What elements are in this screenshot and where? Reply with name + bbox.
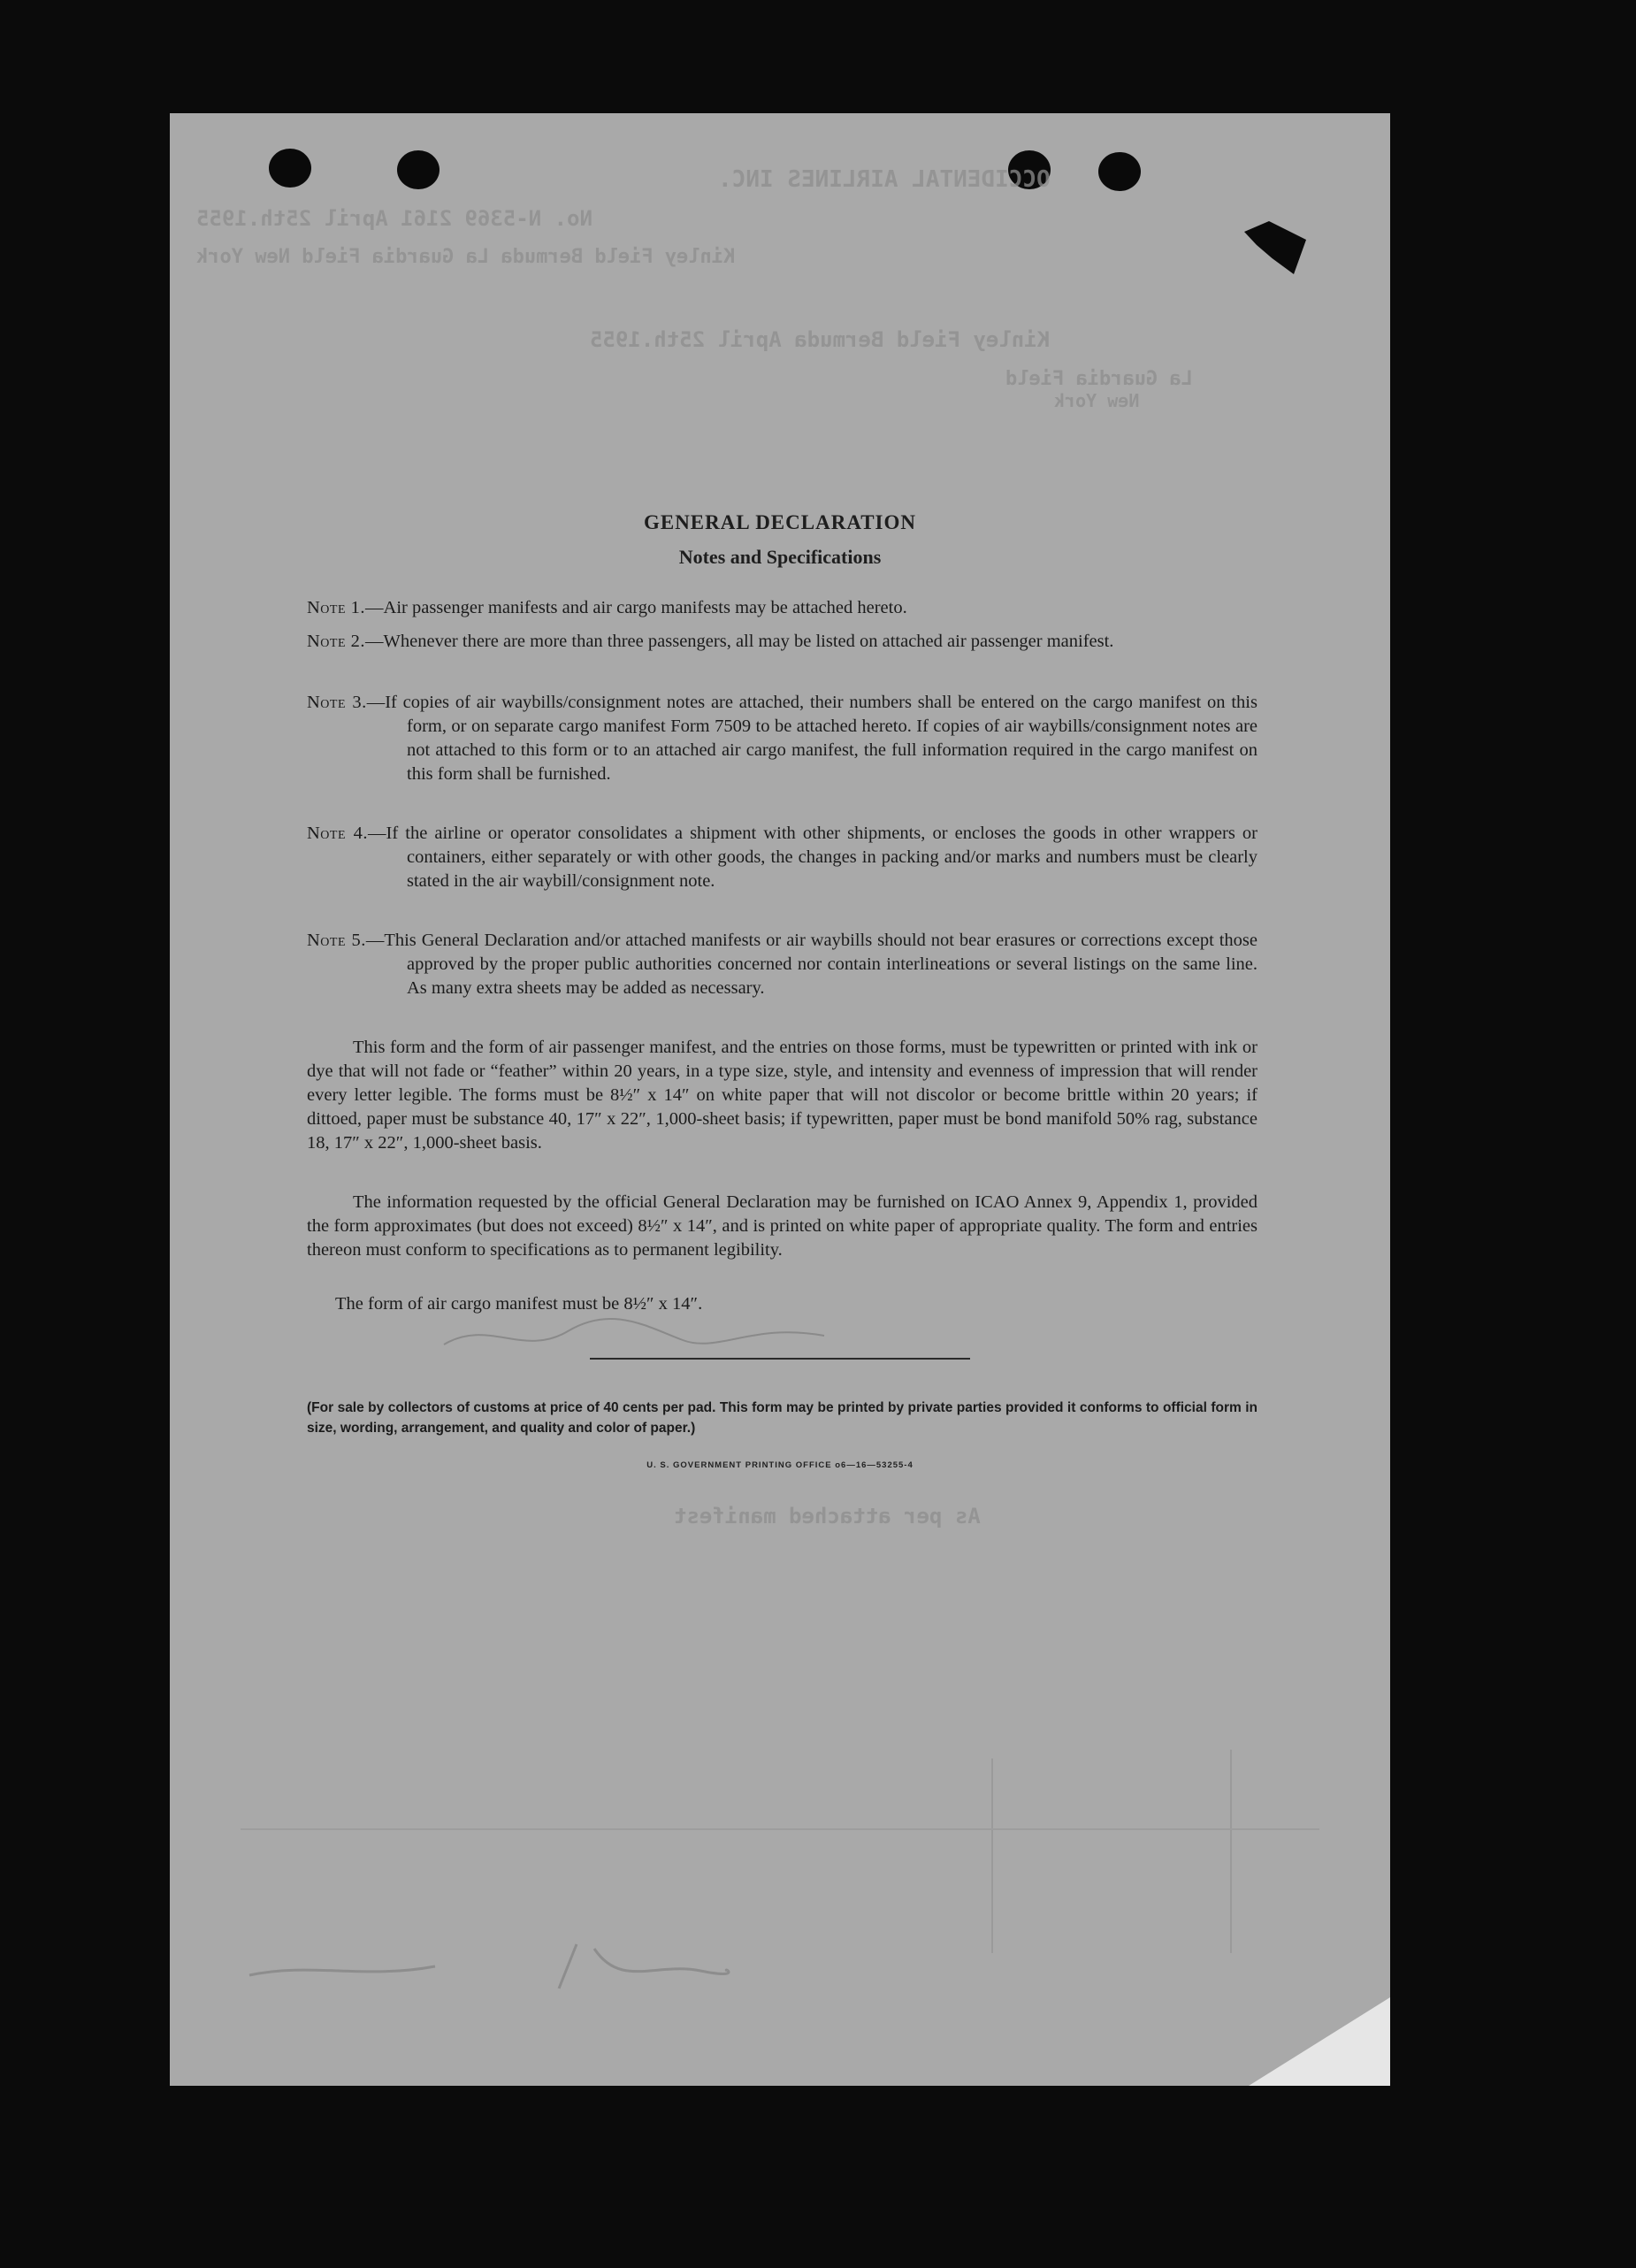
bleed-signature-upper [435, 1309, 842, 1362]
bleed-flight-line: No. N-5369 2161 April 25th.1955 [196, 206, 592, 231]
paragraph-cargo-manifest: The form of air cargo manifest must be 8½″ x 14″. [335, 1294, 703, 1314]
note-2: Note 2.—Whenever there are more than three passengers, all may be listed on attached air passenger manifest. [307, 632, 1114, 651]
paragraph-form-requirements: This form and the form of air passenger manifest, and the entries on those forms, must be typewritten or printed with ink or dye that will not fade or “feather” within 20 years, in a type size, style, and intensity and evenness of impression that will render every letter legible. The forms must be 8½″ x 14″ on white paper that will not discolor or become brittle within 20 years; if dittoed, paper must be substance 40, 17″ x 22″, 1,000-sheet basis; if typewritten, paper must be bond manifold 50% rag, substance 18, 17″ x 22″, 1,000-sheet basis. [307, 1038, 1258, 1153]
bleed-route-line: Kinley Field Bermuda La Guardia Field New York [196, 246, 736, 268]
note-1: Note 1.—Air passenger manifests and air cargo manifests may be attached hereto. [307, 598, 907, 617]
sale-notice: (For sale by collectors of customs at price of 40 cents per pad. This form may be printed by private parties provided it conforms to official form in size, wording, arrangement, and quality and color of paper.) [307, 1400, 1258, 1436]
note-5: Note 5.—This General Declaration and/or attached manifests or air waybills should not bear erasures or corrections except those approved by the proper public authorities concerned nor contain interlineations or several listings on the same line. As many extra sheets may be added as necessary. [307, 931, 1258, 998]
bleed-carrier: OCCIDENTAL AIRLINES INC. [718, 166, 1051, 193]
torn-tab-mark [1244, 221, 1306, 274]
folded-corner [1249, 1997, 1390, 2086]
bleed-arrival-line-1: La Guardia Field [1005, 368, 1193, 390]
document-sheet [170, 113, 1390, 2086]
punch-hole-left-1 [269, 149, 311, 188]
bleed-manifest-line: As per attached manifest [674, 1504, 981, 1529]
note-4: Note 4.—If the airline or operator consolidates a shipment with other shipments, or encloses the goods in other wrappers or containers, either separately or with other goods, the changes in packing and/or marks and numbers must be clearly stated in the air waybill/consignment note. [307, 824, 1258, 891]
document-heading: GENERAL DECLARATION [643, 511, 917, 533]
bleed-departure-line: Kinley Field Bermuda April 25th.1955 [590, 327, 1051, 352]
punch-hole-left-2 [397, 150, 440, 189]
note-3: Note 3.—If copies of air waybills/consignment notes are attached, their numbers shall be entered on the cargo manifest on this form, or on separate cargo manifest Form 7509 to be attached hereto. If copies of air waybills/consignment notes are not attached to this form or to an attached air cargo manifest, the full information required in the cargo manifest on this form shall be furnished. [307, 693, 1258, 784]
printing-office-imprint: U. S. GOVERNMENT PRINTING OFFICE o6—16—53255-4 [646, 1460, 914, 1470]
document-subheading: Notes and Specifications [678, 546, 882, 568]
bleed-table-lines [170, 1723, 1390, 1988]
bleed-arrival-line-2: New York [1054, 390, 1140, 411]
paragraph-icao: The information requested by the official General Declaration may be furnished on ICAO Annex 9, Appendix 1, provided the form approximates (but does not exceed) 8½″ x 14″, and is printed on white paper of appropriate quality. The form and entries thereon must conform to specifications as to permanent legibility. [307, 1192, 1258, 1260]
punch-hole-right-2 [1098, 152, 1141, 191]
